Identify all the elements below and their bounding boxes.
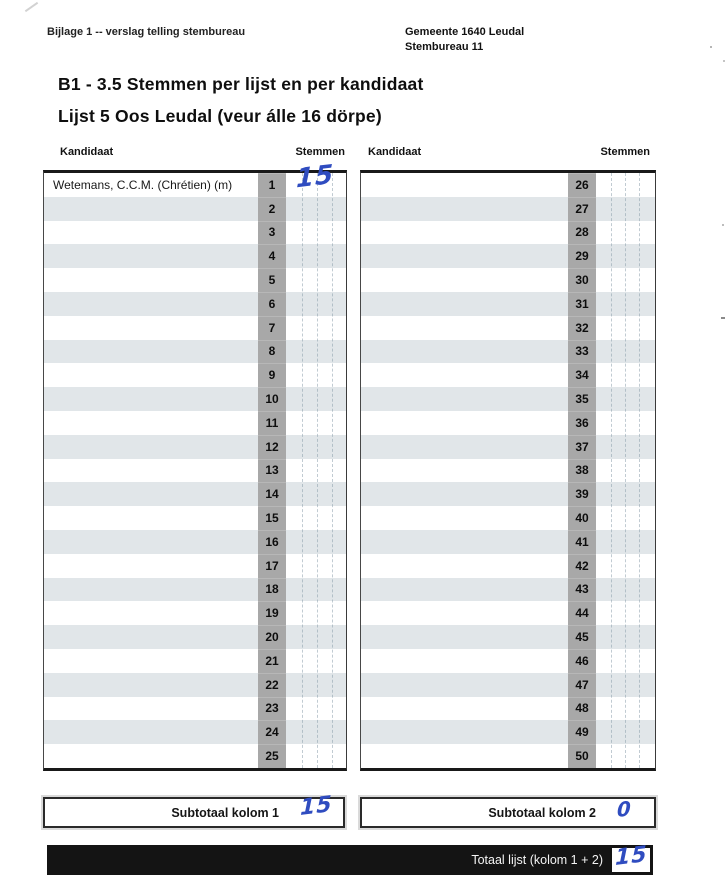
candidate-name-cell — [44, 649, 258, 673]
handwritten-subtotal-2: 0 — [616, 795, 633, 823]
col-header-stemmen-1: Stemmen — [295, 146, 345, 158]
candidate-name-cell — [44, 411, 258, 435]
votes-tally-cell — [286, 744, 346, 768]
candidate-number-cell: 19 — [258, 601, 286, 625]
candidate-number-cell: 45 — [568, 625, 596, 649]
subtotal-1-label: Subtotaal kolom 1 — [171, 805, 279, 820]
table-row — [44, 316, 346, 340]
table-row — [44, 720, 346, 744]
candidate-name-cell — [361, 506, 568, 530]
candidate-number-cell: 39 — [568, 482, 596, 506]
candidate-name-cell — [44, 197, 258, 221]
candidate-name-cell — [361, 221, 568, 245]
candidate-name-cell — [44, 221, 258, 245]
candidate-name-cell — [44, 387, 258, 411]
candidate-number-cell: 41 — [568, 530, 596, 554]
candidate-number-cell: 1 — [258, 173, 286, 197]
candidate-name-cell — [361, 197, 568, 221]
document-header-right — [405, 25, 524, 55]
candidate-name-cell — [44, 244, 258, 268]
candidate-name-cell — [361, 173, 568, 197]
candidate-number-cell: 9 — [258, 363, 286, 387]
table-row — [44, 530, 346, 554]
candidate-number-cell: 31 — [568, 292, 596, 316]
candidate-name-cell — [44, 363, 258, 387]
table-row — [44, 649, 346, 673]
subtotal-box-column-1 — [43, 791, 345, 828]
candidate-name-cell — [361, 554, 568, 578]
col-header-kandidaat-1: Kandidaat — [60, 146, 114, 158]
candidate-number-cell: 21 — [258, 649, 286, 673]
table-row — [44, 554, 346, 578]
table-row — [44, 340, 346, 364]
table-row — [44, 387, 346, 411]
scan-speck — [722, 224, 724, 226]
candidate-name-cell — [44, 554, 258, 578]
table-row — [44, 363, 346, 387]
candidate-number-cell: 22 — [258, 673, 286, 697]
votes-tally-cell — [286, 340, 346, 364]
candidate-number-cell: 17 — [258, 554, 286, 578]
candidate-name-cell — [361, 411, 568, 435]
votes-tally-cell — [286, 292, 346, 316]
candidate-name-cell — [361, 459, 568, 483]
candidate-number-cell: 18 — [258, 578, 286, 602]
scan-corner-mark — [25, 2, 38, 12]
votes-tally-cell — [286, 316, 346, 340]
candidate-number-cell: 42 — [568, 554, 596, 578]
candidate-name-cell — [44, 578, 258, 602]
handwritten-votes-row-1: 15 — [295, 159, 335, 195]
candidate-name-cell — [361, 720, 568, 744]
votes-tally-cell — [286, 411, 346, 435]
candidate-name-cell — [361, 316, 568, 340]
table-row — [44, 673, 346, 697]
candidate-number-cell: 13 — [258, 459, 286, 483]
scan-speck — [723, 60, 725, 62]
candidate-name-cell — [361, 482, 568, 506]
subtotal-2-label: Subtotaal kolom 2 — [488, 805, 596, 820]
table-row — [44, 506, 346, 530]
candidate-name-cell — [44, 316, 258, 340]
table-row — [44, 625, 346, 649]
candidate-number-cell: 40 — [568, 506, 596, 530]
tally-guide-line — [317, 173, 318, 768]
candidate-number-cell: 7 — [258, 316, 286, 340]
votes-tally-cell — [286, 221, 346, 245]
table-row — [44, 459, 346, 483]
candidate-name-cell — [361, 601, 568, 625]
candidate-number-cell: 47 — [568, 673, 596, 697]
candidate-name-cell — [44, 435, 258, 459]
candidate-name-cell — [44, 268, 258, 292]
candidate-name-cell — [361, 530, 568, 554]
candidate-name-cell — [44, 720, 258, 744]
candidate-number-cell: 26 — [568, 173, 596, 197]
candidate-number-cell: 37 — [568, 435, 596, 459]
candidate-number-cell: 34 — [568, 363, 596, 387]
subtotal-box-column-2 — [360, 797, 656, 828]
col-header-kandidaat-2: Kandidaat — [368, 146, 422, 158]
candidate-number-cell: 25 — [258, 744, 286, 768]
table-row — [44, 601, 346, 625]
candidate-name-cell — [361, 673, 568, 697]
votes-tally-cell — [286, 697, 346, 721]
candidate-number-cell: 49 — [568, 720, 596, 744]
handwritten-total: 15 — [615, 841, 649, 872]
candidate-number-cell: 20 — [258, 625, 286, 649]
gemeente-line: Gemeente 1640 Leudal — [405, 26, 525, 38]
votes-tally-cell — [286, 482, 346, 506]
scan-speck — [710, 46, 712, 48]
votes-tally-cell — [286, 625, 346, 649]
table-row — [44, 268, 346, 292]
votes-tally-cell — [286, 435, 346, 459]
candidate-name-cell — [361, 744, 568, 768]
votes-tally-cell — [286, 506, 346, 530]
candidate-name-cell — [44, 744, 258, 768]
candidate-number-cell: 4 — [258, 244, 286, 268]
candidate-name-cell — [44, 601, 258, 625]
candidate-name-cell — [361, 697, 568, 721]
candidate-number-cell: 43 — [568, 578, 596, 602]
candidate-name-cell — [44, 530, 258, 554]
candidate-name-cell — [361, 649, 568, 673]
candidate-name-cell — [361, 244, 568, 268]
handwritten-subtotal-1: 15 — [300, 791, 334, 822]
candidate-name-cell — [44, 697, 258, 721]
tally-guide-line — [302, 173, 303, 768]
candidate-table-column-2 — [360, 170, 656, 771]
candidate-name-cell — [361, 625, 568, 649]
candidate-name-cell — [44, 673, 258, 697]
candidate-number-cell: 8 — [258, 340, 286, 364]
candidate-name-cell — [361, 340, 568, 364]
votes-tally-cell — [286, 387, 346, 411]
candidate-name-cell: Wetemans, C.C.M. (Chrétien) (m) — [53, 177, 233, 192]
document-header-left: Bijlage 1 -- verslag telling stembureau — [47, 26, 246, 38]
candidate-name-cell — [44, 482, 258, 506]
table-row — [44, 578, 346, 602]
candidate-name-cell — [361, 292, 568, 316]
table-row — [44, 221, 346, 245]
candidate-number-cell: 29 — [568, 244, 596, 268]
candidate-number-cell: 10 — [258, 387, 286, 411]
table-row — [44, 244, 346, 268]
candidate-number-cell: 48 — [568, 697, 596, 721]
candidate-number-cell: 36 — [568, 411, 596, 435]
list-subtitle: Lijst 5 Oos Leudal (veur álle 16 dörpe) — [58, 106, 382, 126]
candidate-number-cell: 23 — [258, 697, 286, 721]
candidate-number-cell: 44 — [568, 601, 596, 625]
total-value-box — [612, 841, 650, 872]
page-title: B1 - 3.5 Stemmen per lijst en per kandidaat — [58, 74, 424, 94]
candidate-number-cell: 5 — [258, 268, 286, 292]
votes-tally-cell — [286, 363, 346, 387]
table-row — [44, 435, 346, 459]
tally-guide-line — [332, 173, 333, 768]
candidate-number-cell: 16 — [258, 530, 286, 554]
candidate-number-cell: 15 — [258, 506, 286, 530]
table-row — [44, 411, 346, 435]
votes-tally-cell — [286, 554, 346, 578]
votes-tally-cell — [286, 720, 346, 744]
candidate-name-cell — [44, 340, 258, 364]
candidate-name-cell — [361, 268, 568, 292]
candidate-number-cell: 50 — [568, 744, 596, 768]
candidate-number-cell: 38 — [568, 459, 596, 483]
candidate-name-cell — [361, 387, 568, 411]
scan-speck — [721, 317, 725, 319]
candidate-name-cell — [361, 578, 568, 602]
tally-guide-line — [611, 173, 612, 768]
votes-tally-cell — [286, 578, 346, 602]
total-bar — [47, 841, 653, 875]
candidate-number-cell: 2 — [258, 197, 286, 221]
candidate-name-cell — [44, 459, 258, 483]
candidate-table-column-1 — [43, 159, 347, 771]
table-row — [44, 482, 346, 506]
candidate-name-cell — [44, 625, 258, 649]
candidate-number-cell: 46 — [568, 649, 596, 673]
stembureau-line: Stembureau 11 — [405, 41, 484, 53]
total-label: Totaal lijst (kolom 1 + 2) — [471, 853, 603, 867]
tally-guide-line — [639, 173, 640, 768]
votes-tally-cell — [286, 649, 346, 673]
candidate-number-cell: 3 — [258, 221, 286, 245]
candidate-name-cell — [44, 292, 258, 316]
candidate-number-cell: 14 — [258, 482, 286, 506]
candidate-name-cell — [44, 506, 258, 530]
votes-tally-cell — [286, 244, 346, 268]
table-row — [44, 744, 346, 768]
candidate-number-cell: 24 — [258, 720, 286, 744]
candidate-name-cell — [361, 435, 568, 459]
table-row — [44, 197, 346, 221]
votes-tally-cell — [286, 197, 346, 221]
candidate-number-cell: 28 — [568, 221, 596, 245]
candidate-number-cell: 30 — [568, 268, 596, 292]
candidate-number-cell: 27 — [568, 197, 596, 221]
table-row — [44, 292, 346, 316]
candidate-number-cell: 32 — [568, 316, 596, 340]
candidate-name-cell — [361, 363, 568, 387]
candidate-number-cell: 6 — [258, 292, 286, 316]
table-row — [44, 697, 346, 721]
votes-tally-cell — [286, 268, 346, 292]
candidate-number-cell: 12 — [258, 435, 286, 459]
candidate-number-cell: 33 — [568, 340, 596, 364]
votes-tally-cell — [286, 459, 346, 483]
candidate-number-cell: 11 — [258, 411, 286, 435]
candidate-number-cell: 35 — [568, 387, 596, 411]
votes-tally-cell — [286, 601, 346, 625]
votes-tally-cell — [286, 673, 346, 697]
tally-guide-line — [625, 173, 626, 768]
votes-tally-cell — [286, 530, 346, 554]
col-header-stemmen-2: Stemmen — [600, 146, 650, 158]
